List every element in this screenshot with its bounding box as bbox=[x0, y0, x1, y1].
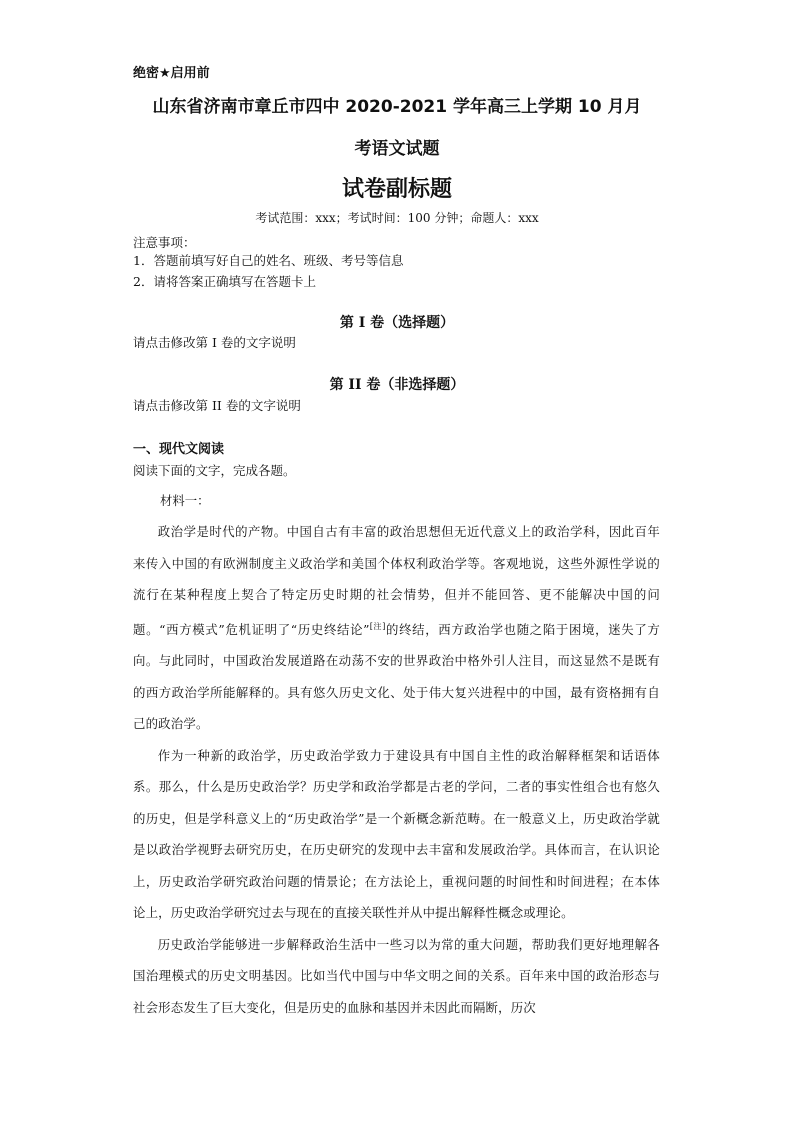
volume2-title: 第 II 卷（非选择题） bbox=[329, 377, 465, 393]
footnote-marker: [注] bbox=[369, 621, 386, 631]
volume2-desc: 请点击修改第 II 卷的文字说明 bbox=[133, 398, 301, 413]
notes-heading: 注意事项： bbox=[133, 235, 196, 250]
exam-info: 考试范围：xxx；考试时间：100 分钟；命题人：xxx bbox=[255, 211, 539, 225]
section-heading: 一、现代文阅读 bbox=[133, 442, 225, 457]
reading-passage bbox=[133, 516, 660, 1023]
notes-item: 2．请将答案正确填写在答题卡上 bbox=[133, 274, 316, 289]
exam-title-line1: 山东省济南市章丘市四中 2020-2021 学年高三上学期 10 月月 bbox=[152, 97, 642, 117]
volume1-desc: 请点击修改第 I 卷的文字说明 bbox=[133, 335, 296, 350]
section-instruction: 阅读下面的文字，完成各题。 bbox=[133, 463, 296, 478]
secret-label: 绝密★启用前 bbox=[133, 66, 210, 81]
paragraph: 历史政治学能够进一步解释政治生活中一些习以为常的重大问题，帮助我们更好地理解各国治理模式的历史文明基因。比如当代中国与中华文明之间的关系。百年来中国的政治形态与社会形态发生了巨大变化，但是历史的血脉和基因并未因此而隔断，历次 bbox=[133, 936, 660, 1015]
paragraph: 作为一种新的政治学，历史政治学致力于建设具有中国自主性的政治解释框架和话语体系。那么，什么是历史政治学？历史学和政治学都是古老的学问，二者的事实性组合也有悠久的历史，但是学科意义上的“历史政治学”是一个新概念新范畴。在一般意义上，历史政治学就是以政治学视野去研究历史，在历史研究的发现中去丰富和发展政治学。具体而言，在认识论上，历史政治学研究政治问题的情景论；在方法论上，重视问题的时间性和时间进程；在本体论上，历史政治学研究过去与现在的直接关联性并从中提出解释性概念或理论。 bbox=[133, 747, 660, 921]
paragraph: 政治学是时代的产物。中国自古有丰富的政治思想但无近代意义上的政治学科，因此百年来传入中国的有欧洲制度主义政治学和美国个体权利政治学等。客观地说，这些外源性学说的流行在某种程度上契合了特定历史时期的社会情势，但并不能回答、更不能解决中国的问题。“西方模式”危机证明了“历史终结论”[注]的终结，西方政治学也随之陷于困境，迷失了方向。与此同时，中国政治发展道路在动荡不安的世界政治中格外引人注目，而这显然不是既有的西方政治学所能解释的。具有悠久历史文化、处于伟大复兴进程中的中国，最有资格拥有自己的政治学。 bbox=[133, 524, 661, 732]
exam-title-line2: 考语文试题 bbox=[354, 139, 440, 159]
exam-subtitle: 试卷副标题 bbox=[341, 177, 452, 202]
volume1-title: 第 I 卷（选择题） bbox=[339, 315, 455, 331]
notes-item: 1．答题前填写好自己的姓名、班级、考号等信息 bbox=[133, 253, 404, 268]
material-label: 材料一： bbox=[160, 493, 210, 508]
